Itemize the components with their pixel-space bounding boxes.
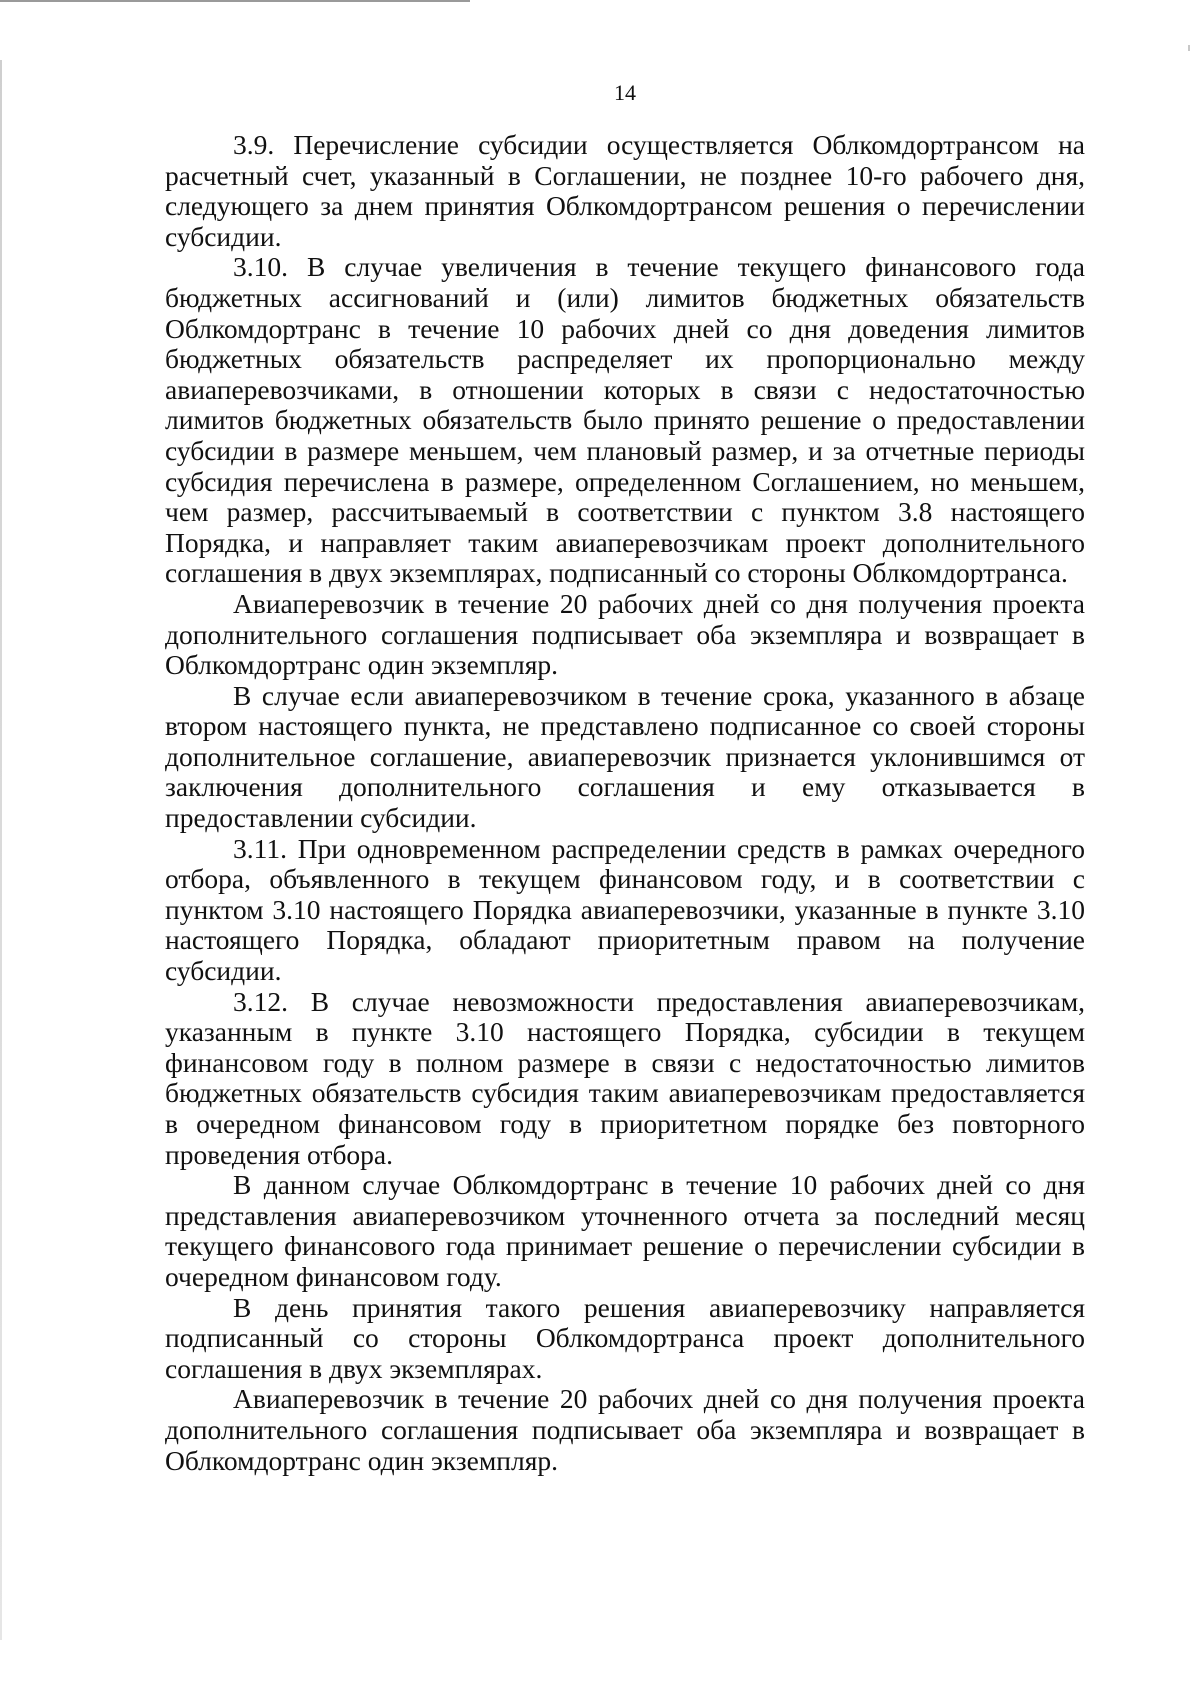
paragraph-3-12-decision: В данном случае Облкомдортранс в течение 10 рабочих дней со дня представления авиаперевозчиком уточненного отчета за последний месяц текущего финансового года принимает решение о перечислении субсидии в очередном финансовом году. <box>165 1169 1085 1292</box>
page-number: 14 <box>614 80 636 105</box>
document-body <box>165 130 1085 1476</box>
paragraph-3-12: 3.12. В случае невозможности предоставления авиаперевозчикам, указанным в пункте 3.10 настоящего Порядка, субсидии в текущем финансовом году в полном размере в связи с недостаточностью лимитов бюджетных обязательств субсидия таким авиаперевозчикам предоставляется в очередном финансовом году в приоритетном порядке без повторного проведения отбора. <box>165 985 1085 1170</box>
scan-edge-left <box>0 60 2 1640</box>
paragraph-3-12-signing: Авиаперевозчик в течение 20 рабочих дней со дня получения проекта дополнительного соглашения подписывает оба экземпляра и возвращает в Облкомдортранс один экземпляр. <box>165 1383 1085 1476</box>
paragraph-3-11: 3.11. При одновременном распределении средств в рамках очередного отбора, объявленного в текущем финансовом году, и в соответствии с пунктом 3.10 настоящего Порядка авиаперевозчики, указанные в пункте 3.10 настоящего Порядка, обладают приоритетным правом на получение субсидии. <box>165 832 1085 987</box>
scan-mark-right <box>1188 45 1190 51</box>
paragraph-3-10-refusal: В случае если авиаперевозчиком в течение срока, указанного в абзаце втором настоящего пункта, не представлено подписанное со своей стороны дополнительное соглашение, авиаперевозчик признается уклонившимся от заключения дополнительного соглашения и ему отказывается в предоставлении субсидии. <box>165 679 1085 834</box>
paragraph-3-10: 3.10. В случае увеличения в течение текущего финансового года бюджетных ассигнований и (или) лимитов бюджетных обязательств Облкомдортранс в течение 10 рабочих дней со дня доведения лимитов бюджетных обязательств распределяет их пропорционально между авиаперевозчиками, в отношении которых в связи с недостаточностью лимитов бюджетных обязательств было принято решение о предоставлении субсидии в размере меньшем, чем плановый размер, и за отчетные периоды субсидия перечислена в размере, определенном Соглашением, но меньшем, чем размер, рассчитываемый в соответствии с пунктом 3.8 настоящего Порядка, и направляет таким авиаперевозчикам проект дополнительного соглашения в двух экземплярах, подписанный со стороны Облкомдортранса. <box>165 251 1085 589</box>
paragraph-3-9: 3.9. Перечисление субсидии осуществляется Облкомдортрансом на расчетный счет, указанный в Соглашении, не позднее 10-го рабочего дня, следующего за днем принятия Облкомдортрансом решения о перечислении субсидии. <box>165 129 1085 252</box>
scan-edge-top <box>0 0 470 2</box>
paragraph-3-10-signing: Авиаперевозчик в течение 20 рабочих дней со дня получения проекта дополнительного соглашения подписывает оба экземпляра и возвращает в Облкомдортранс один экземпляр. <box>165 587 1085 681</box>
paragraph-3-12-dispatch: В день принятия такого решения авиаперевозчику направляется подписанный со стороны Облкомдортранса проект дополнительного соглашения в двух экземплярах. <box>165 1291 1085 1384</box>
